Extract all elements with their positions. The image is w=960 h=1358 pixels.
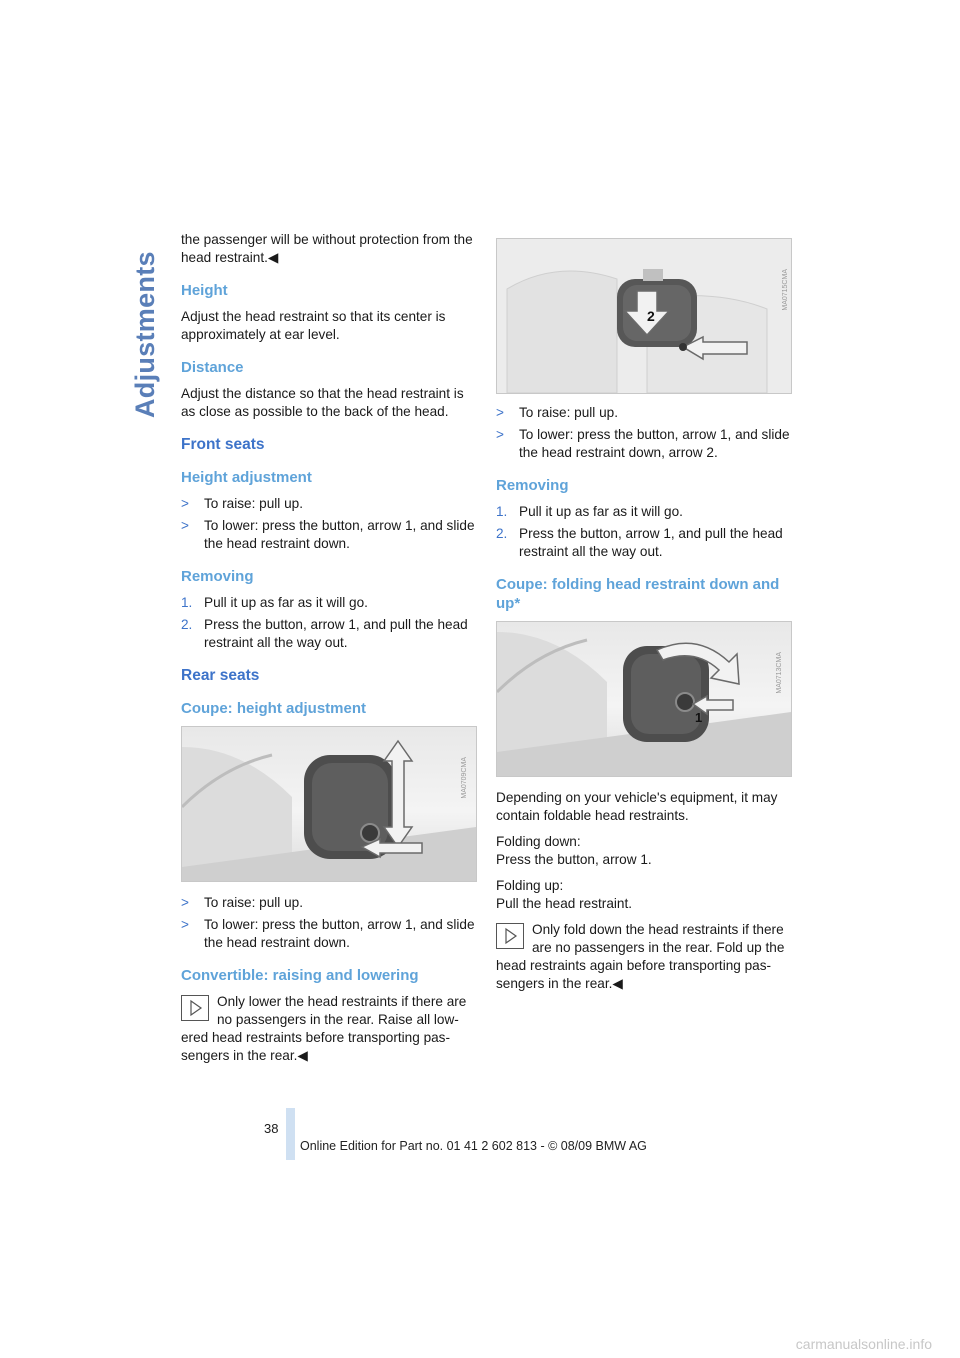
fold-up-paragraph: Folding up: Pull the head restraint. bbox=[496, 878, 633, 911]
rear-headrest-figure bbox=[496, 238, 792, 394]
figure-label-2: 2 bbox=[647, 308, 655, 324]
list-item: > To lower: press the button, arrow 1, and slide the head restraint down. bbox=[181, 917, 475, 950]
list-item: > To raise: pull up. bbox=[496, 405, 618, 420]
note-block bbox=[496, 921, 792, 993]
note-triangle-icon bbox=[496, 923, 524, 949]
front-removing-heading: Removing bbox=[181, 568, 254, 585]
fold-heading: Coupe: folding head restraint down and up* bbox=[496, 576, 780, 612]
height-heading: Height bbox=[181, 282, 228, 299]
list-item: 2. Press the button, arrow 1, and pull the head restraint all the way out. bbox=[496, 526, 783, 559]
figure-code: MA0715CMA bbox=[782, 269, 789, 311]
bullet-marker: > bbox=[181, 917, 189, 932]
section-side-tab bbox=[128, 230, 158, 420]
figure-code: MA0709CMA bbox=[461, 757, 468, 799]
bullet-marker: > bbox=[181, 895, 189, 910]
step-number: 2. bbox=[496, 526, 508, 541]
coupe-headrest-figure bbox=[181, 726, 477, 882]
intro-paragraph: the passenger will be without protection from the head restraint.◀ bbox=[181, 232, 473, 265]
height-paragraph: Adjust the head restraint so that its center is approximately at ear level. bbox=[181, 309, 446, 342]
headrest-illustration bbox=[182, 727, 476, 881]
list-item: > To lower: press the button, arrow 1, and slide the head restraint down, arrow 2. bbox=[496, 427, 790, 460]
note-text: Only lower the head restraints if there are no passengers in the rear. Raise all low- bbox=[217, 994, 467, 1027]
step-number: 2. bbox=[181, 617, 193, 632]
front-height-heading: Height adjustment bbox=[181, 469, 312, 486]
footer-accent-bar bbox=[286, 1108, 295, 1160]
bullet-marker: > bbox=[181, 518, 189, 533]
convertible-heading: Convertible: raising and lowering bbox=[181, 967, 419, 984]
list-item: > To raise: pull up. bbox=[181, 895, 303, 910]
headrest-illustration bbox=[497, 622, 791, 776]
note-text-continued: ered head restraints before transporting pas- sengers in the rear.◀ bbox=[181, 1030, 451, 1063]
page-number: 38 bbox=[264, 1121, 279, 1136]
note-text: Only fold down the head restraints if there are no passengers in the rear. Fold up the bbox=[532, 922, 785, 955]
step-number: 1. bbox=[496, 504, 508, 519]
fold-down-paragraph: Folding down: Press the button, arrow 1. bbox=[496, 834, 652, 867]
step-number: 1. bbox=[181, 595, 193, 610]
bullet-marker: > bbox=[181, 496, 189, 511]
list-item: > To lower: press the button, arrow 1, and slide the head restraint down. bbox=[181, 518, 475, 551]
note-block bbox=[181, 993, 477, 1065]
list-item: > To raise: pull up. bbox=[181, 496, 303, 511]
figure-label-1: 1 bbox=[695, 710, 703, 725]
figure-code: MA0713CMA bbox=[776, 652, 783, 694]
site-watermark: carmanualsonline.info bbox=[795, 1336, 932, 1352]
left-column bbox=[181, 231, 477, 1073]
footer-edition-text: Online Edition for Part no. 01 41 2 602 813 - © 08/09 BMW AG bbox=[300, 1139, 647, 1153]
list-item: 2. Press the button, arrow 1, and pull the head restraint all the way out. bbox=[181, 617, 468, 650]
bullet-marker: > bbox=[496, 427, 504, 442]
coupe-height-heading: Coupe: height adjustment bbox=[181, 700, 366, 717]
list-item: 1. Pull it up as far as it will go. bbox=[181, 595, 368, 610]
distance-paragraph: Adjust the distance so that the head restraint is as close as possible to the back of the head. bbox=[181, 386, 464, 419]
front-seats-heading: Front seats bbox=[181, 436, 265, 453]
note-text-continued: head restraints again before transporting pas- sengers in the rear.◀ bbox=[496, 958, 772, 991]
section-side-tab-label: Adjustments bbox=[130, 251, 160, 418]
bullet-marker: > bbox=[496, 405, 504, 420]
equipment-paragraph: Depending on your vehicle's equipment, it may contain foldable head restraints. bbox=[496, 790, 778, 823]
rear-removing-heading: Removing bbox=[496, 477, 569, 494]
headrest-illustration bbox=[497, 239, 791, 393]
rear-seats-heading: Rear seats bbox=[181, 667, 260, 684]
list-item: 1. Pull it up as far as it will go. bbox=[496, 504, 683, 519]
note-triangle-icon bbox=[181, 995, 209, 1021]
fold-headrest-figure bbox=[496, 621, 792, 777]
distance-heading: Distance bbox=[181, 359, 244, 376]
right-column bbox=[496, 404, 792, 1001]
